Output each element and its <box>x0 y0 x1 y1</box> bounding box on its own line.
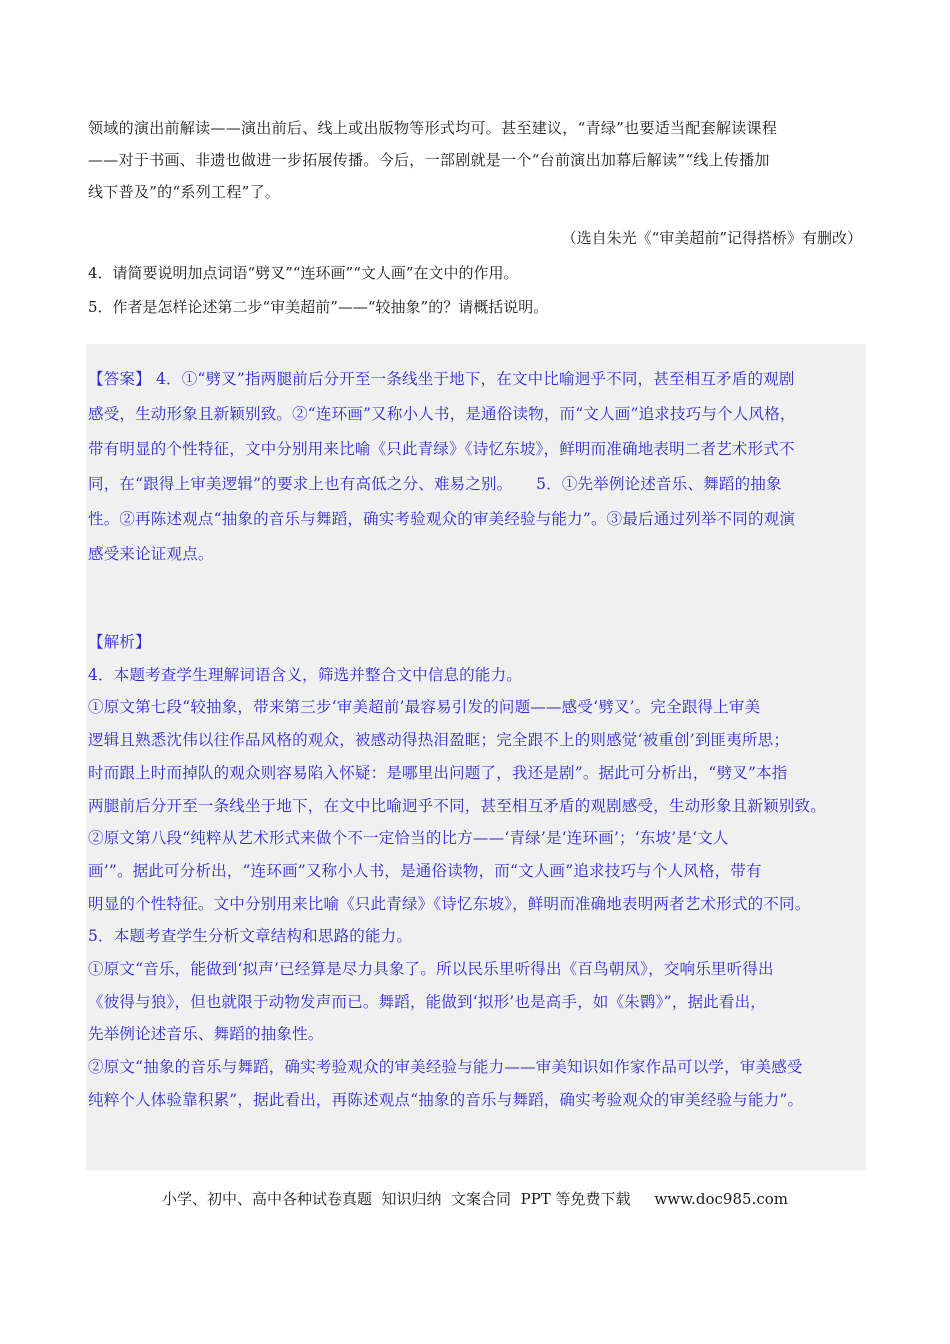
analysis-line: ①原文第七段“较抽象，带来第三步‘审美超前’最容易引发的问题——感受‘劈叉’。完全跟得上审美 <box>88 698 761 717</box>
passage-excerpt <box>88 112 863 208</box>
analysis-line: 《彼得与狼》，但也就限于动物发声而已。舞蹈，能做到‘拟形’也是高手，如《朱鹮》”，据此看出， <box>88 992 766 1011</box>
answer-line: 感受来论证观点。 <box>88 545 214 563</box>
analysis-line: 纯粹个人体验靠积累”，据此看出，再陈述观点“抽象的音乐与舞蹈，确实考验观众的审美经验与能力”。 <box>88 1090 804 1109</box>
footer-banner: 小学、初中、高中各种试卷真题 知识归纳 文案合同 PPT 等免费下载 www.doc985.com <box>161 1190 788 1208</box>
analysis-section <box>88 626 863 1117</box>
answer-line <box>88 362 863 397</box>
analysis-line: 逻辑且熟悉沈伟以往作品风格的观众，被感动得热泪盈眶；完全跟不上的则感觉‘被重创’到匪夷所思； <box>88 731 790 750</box>
answer-label: 【答案】 <box>88 370 151 388</box>
answer-line-text: 4．①“劈叉”指两腿前后分开至一条线坐于地下，在文中比喻迥乎不同，甚至相互矛盾的观剧 <box>150 370 795 388</box>
question-5: 5．作者是怎样论述第二步“审美超前”——“较抽象”的？请概括说明。 <box>88 298 549 316</box>
analysis-line: ②原文第八段“纯粹从艺术形式来做个不一定恰当的比方——‘青绿’是‘连环画’；‘东坡’是‘文人 <box>88 829 729 848</box>
analysis-line: 5．本题考查学生分析文章结构和思路的能力。 <box>88 927 413 946</box>
analysis-line: 两腿前后分开至一条线坐于地下，在文中比喻迥乎不同，甚至相互矛盾的观剧感受，生动形象且新颖别致。 <box>88 796 826 815</box>
passage-line: 领域的演出前解读——演出前后、线上或出版物等形式均可。甚至建议，“青绿”也要适当配套解读课程 <box>88 119 778 137</box>
answer-line: 带有明显的个性特征，文中分别用来比喻《只此青绿》《诗忆东坡》，鲜明而准确地表明二者艺术形式不 <box>88 440 795 458</box>
analysis-line: 时而跟上时而掉队的观众则容易陷入怀疑：是哪里出问题了，我还是剧”。据此可分析出，“劈叉”本指 <box>88 763 788 782</box>
question-4: 4．请简要说明加点词语“劈叉”“连环画”“文人画”在文中的作用。 <box>88 264 519 282</box>
analysis-line: ②原文“抽象的音乐与舞蹈，确实考验观众的审美经验与能力——审美知识如作家作品可以学，审美感受 <box>88 1058 803 1077</box>
answer-line: 感受，生动形象且新颖别致。②“连环画”又称小人书，是通俗读物，而“文人画”追求技巧与个人风格， <box>88 405 796 423</box>
analysis-line: 4．本题考查学生理解词语含义，筛选并整合文中信息的能力。 <box>88 665 522 684</box>
passage-line: 线下普及”的“系列工程”了。 <box>88 183 281 201</box>
analysis-line: 明显的个性特征。文中分别用来比喻《只此青绿》《诗忆东坡》，鲜明而准确地表明两者艺术形式的不同。 <box>88 894 811 913</box>
answer-section <box>88 362 863 572</box>
analysis-line: 画’”。据此可分析出，“连环画”又称小人书，是通俗读物，而“文人画”追求技巧与个人风格，带有 <box>88 861 762 880</box>
analysis-line: ①原文“音乐，能做到‘拟声’已经算是尽力具象了。所以民乐里听得出《百鸟朝凤》，交响乐里听得出 <box>88 960 774 979</box>
passage-line: ——对于书画、非遗也做进一步拓展传播。今后，一部剧就是一个“台前演出加幕后解读”“线上传播加 <box>88 151 770 169</box>
questions-block <box>88 256 863 324</box>
answer-line: 同，在“跟得上审美逻辑”的要求上也有高低之分、难易之别。 5．①先举例论述音乐、舞蹈的抽象 <box>88 475 782 493</box>
analysis-label: 【解析】 <box>88 633 151 651</box>
analysis-line: 先举例论述音乐、舞蹈的抽象性。 <box>88 1025 324 1044</box>
passage-source: （选自朱光《“审美超前”记得搭桥》有删改） <box>561 229 862 247</box>
answer-line: 性。②再陈述观点“抽象的音乐与舞蹈，确实考验观众的审美经验与能力”。③最后通过列举不同的观演 <box>88 510 796 528</box>
